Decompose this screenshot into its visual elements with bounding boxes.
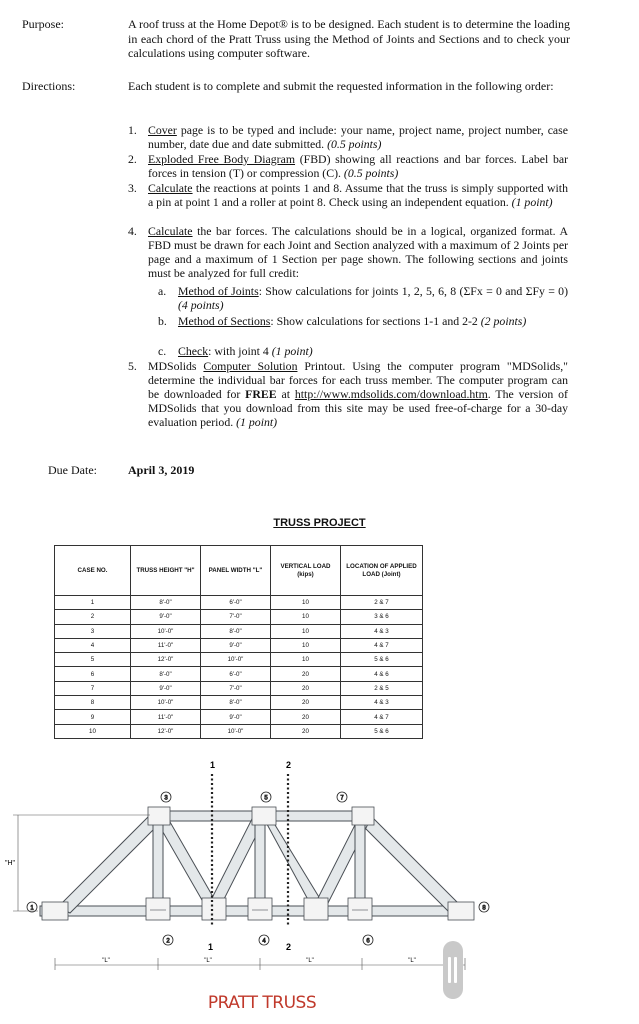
sub-a-letter: a. bbox=[158, 284, 167, 298]
diagonal-5-6 bbox=[262, 815, 322, 907]
sub-c: Check: with joint 4 (1 point) bbox=[178, 344, 313, 358]
diagonal-3-4 bbox=[156, 815, 216, 907]
sub-a: Method of Joints: Show calculations for joints 1, 2, 5, 6, 8 (ΣFx = 0 and ΣFy = 0) (4 points) bbox=[178, 284, 569, 312]
header-panel-width: PANEL WIDTH "L" bbox=[201, 546, 271, 596]
table-row: 1 8'-0" 6'-0" 10 2 & 7 bbox=[55, 596, 423, 610]
table-row: 8 10'-0" 8'-0" 20 4 & 3 bbox=[55, 696, 423, 710]
item-3-number: 3. bbox=[128, 181, 137, 195]
sub-b-letter: b. bbox=[158, 314, 167, 328]
due-date-value: April 3, 2019 bbox=[128, 463, 195, 477]
joint-3-label: 3 bbox=[164, 795, 168, 802]
directions-label: Directions: bbox=[22, 79, 76, 93]
table-row: 3 10'-0" 8'-0" 10 4 & 3 bbox=[55, 624, 423, 638]
table-row: 7 9'-0" 7'-0" 20 2 & 5 bbox=[55, 681, 423, 695]
height-dimension-label: "H" bbox=[5, 860, 16, 867]
vertical-4-5 bbox=[255, 821, 265, 906]
header-case-no: CASE NO. bbox=[55, 546, 131, 596]
sub-b: Method of Sections: Show calculations for sections 1-1 and 2-2 (2 points) bbox=[178, 314, 527, 328]
panel-width-label: "L" bbox=[306, 958, 314, 964]
table-header-row bbox=[55, 546, 423, 596]
joint-7-label: 7 bbox=[340, 795, 344, 802]
vertical-6-7 bbox=[355, 821, 365, 906]
joint-4-label: 4 bbox=[262, 938, 266, 945]
joint-1-label: 1 bbox=[30, 905, 34, 912]
directions-text: Each student is to complete and submit the requested information in the following order: bbox=[128, 79, 554, 93]
pratt-truss-caption: PRATT TRUSS bbox=[207, 993, 317, 1013]
item-1: Cover page is to be typed and include: your name, project name, project number, case number, date due and date submitted. (0.5 points) bbox=[148, 123, 568, 151]
item-5: MDSolids Computer Solution Printout. Using the computer program "MDSolids," determine the individual bar forces for each truss member. The computer program can be downloaded for FREE at http://www.mdsolids.com/download.htm. The version of MDSolids that you download from this site may be used free-of-charge for a 30-day evaluation period. (1 point) bbox=[148, 359, 568, 429]
table-row: 4 11'-0" 9'-0" 10 4 & 7 bbox=[55, 638, 423, 652]
header-vertical-load: VERTICAL LOAD (kips) bbox=[271, 546, 341, 596]
header-truss-height: TRUSS HEIGHT "H" bbox=[131, 546, 201, 596]
item-2-number: 2. bbox=[128, 152, 137, 166]
item-4-number: 4. bbox=[128, 224, 137, 238]
mdsolids-download-link[interactable]: http://www.mdsolids.com/download.htm bbox=[294, 387, 488, 401]
purpose-label: Purpose: bbox=[22, 17, 64, 31]
table-row: 10 12'-0" 10'-0" 20 5 & 6 bbox=[55, 724, 423, 738]
item-1-number: 1. bbox=[128, 123, 137, 137]
vertical-2-3 bbox=[153, 821, 163, 906]
panel-width-label: "L" bbox=[102, 958, 110, 964]
item-2: Exploded Free Body Diagram (FBD) showing all reactions and bar forces. Label bar forces in tension (T) or compression (C). (0.5 points) bbox=[148, 152, 569, 180]
joint-2-label: 2 bbox=[166, 938, 170, 945]
section-1-top-label: 1 bbox=[210, 760, 216, 770]
item-4: Calculate the bar forces. The calculations should be in a logical, organized format. A FBD must be drawn for each Joint and Section analyzed with a maximum of 2 Joints per page and a maximum of 1 Section per page shown. The following sections and joints must be analyzed for full credit: bbox=[148, 224, 568, 280]
scroll-handle[interactable] bbox=[443, 941, 463, 999]
truss-project-title: TRUSS PROJECT bbox=[273, 517, 366, 529]
table-row: 2 9'-0" 7'-0" 10 3 & 6 bbox=[55, 610, 423, 624]
joint-5-label: 5 bbox=[264, 795, 268, 802]
case-table bbox=[54, 545, 423, 739]
item-3: Calculate the reactions at points 1 and 8. Assume that the truss is simply supported with a pin at point 1 and a roller at point 8. Check using an independent equation. (1 point) bbox=[148, 181, 568, 209]
item-5-number: 5. bbox=[128, 359, 137, 373]
sub-c-letter: c. bbox=[158, 344, 167, 358]
panel-width-label: "L" bbox=[408, 958, 416, 964]
joint-8-label: 8 bbox=[482, 905, 486, 912]
table-row: 5 12'-0" 10'-0" 10 5 & 6 bbox=[55, 653, 423, 667]
joint-6-label: 6 bbox=[366, 938, 370, 945]
right-end-diagonal bbox=[358, 815, 462, 913]
panel-width-label: "L" bbox=[204, 958, 212, 964]
due-date-label: Due Date: bbox=[48, 463, 97, 477]
header-load-location: LOCATION OF APPLIED LOAD (Joint) bbox=[341, 546, 423, 596]
table-row: 6 8'-0" 6'-0" 20 4 & 6 bbox=[55, 667, 423, 681]
table-row: 9 11'-0" 9'-0" 20 4 & 7 bbox=[55, 710, 423, 724]
section-1-bottom-label: 1 bbox=[208, 942, 214, 952]
section-2-bottom-label: 2 bbox=[286, 942, 292, 952]
purpose-text: A roof truss at the Home Depot® is to be designed. Each student is to determine the loading in each chord of the Pratt Truss using the Method of Joints and Sections and to check your calculations using computer software. bbox=[128, 17, 570, 60]
section-2-top-label: 2 bbox=[286, 760, 292, 770]
pratt-truss-diagram bbox=[0, 760, 639, 1024]
